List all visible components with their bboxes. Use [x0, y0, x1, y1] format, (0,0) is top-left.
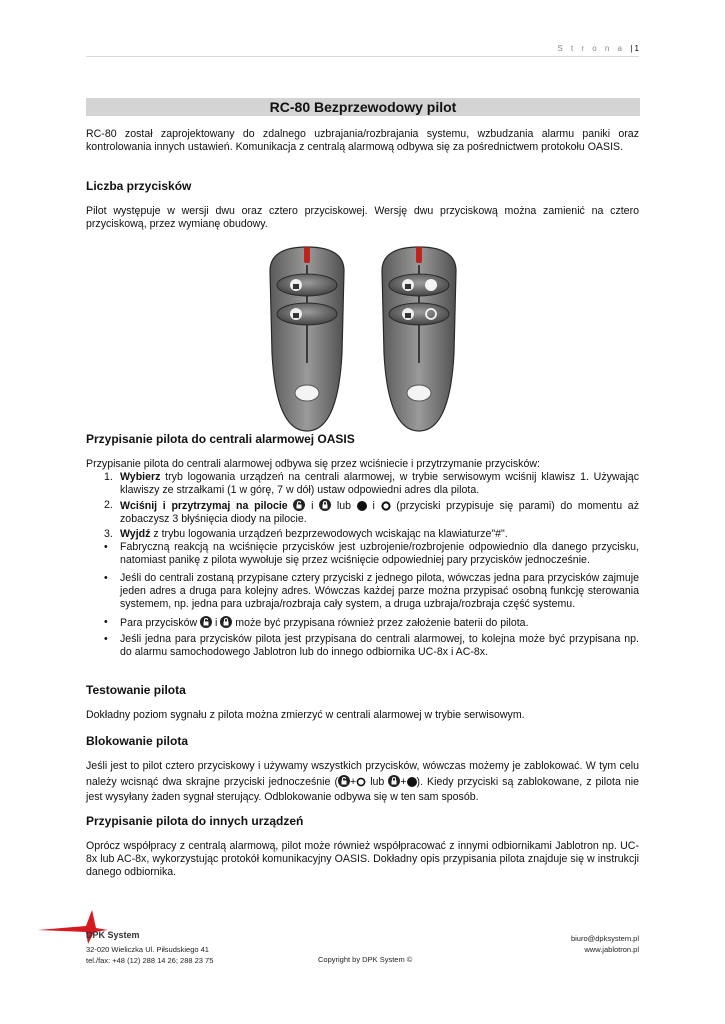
- section-heading-testing: Testowanie pilota: [86, 683, 186, 697]
- bullet-text: Fabryczną reakcją na wciśnięcie przycisków jest uzbrojenie/rozbrojenie odpowiednio dla danego przycisku, natomiast panikę z pilota wywołuje się przez wciśnięcie odpowiedniej pary przycisków jednocześnie.: [120, 541, 639, 566]
- step-text: (przyciski przypisuje się parami) do momentu aż zobaczysz 3 błyśnięcia diody na pilocie.: [120, 500, 639, 525]
- word-and: i: [212, 617, 218, 629]
- remote-controls-illustration: [262, 243, 472, 433]
- bullet-text: Para przycisków: [120, 617, 201, 629]
- step-text: z trybu logowania urządzeń bezprzewodowych wciskając na klawiaturze"#".: [150, 528, 508, 540]
- word-or: lub: [366, 775, 389, 788]
- word-and: i: [305, 500, 314, 512]
- section-text-other-devices: Oprócz współpracy z centralą alarmową, pilot może również współpracować z innymi odbiornikami Jablotron np. UC-8x lub AC-8x, wykorzystując protokół komunikacyjny OASIS. Dokładny opis przypisania pilota znajduje się w instrukcji danego odbiornika.: [86, 840, 639, 878]
- unlock-icon: [338, 775, 350, 787]
- word-or: lub: [331, 500, 357, 512]
- header-divider: [86, 56, 639, 57]
- intro-paragraph: RC-80 został zaprojektowany do zdalnego uzbrajania/rozbrajania systemu, wzbudzania alarmu paniki oraz kontrolowania innych ustawień. Komunikacja z centralą alarmową odbywa się za pośrednictwem protokołu OASIS.: [86, 128, 639, 153]
- bullet-text: Jeśli jedna para przycisków pilota jest przypisana do centrali alarmowej, to kolejna może być przypisana np. do alarmu samochodowego Jablotron lub do innego odbiornika UC-8x i AC-8x.: [120, 633, 639, 658]
- email-link[interactable]: biuro@dpksystem.pl: [570, 934, 639, 943]
- footer-copyright: Copyright by DPK System ©: [318, 955, 413, 964]
- remote-four-button: [382, 247, 456, 431]
- phone-line: tel./fax: +48 (12) 288 14 26; 288 23 75: [86, 956, 214, 965]
- bullet: •: [104, 541, 108, 553]
- led-indicator: [416, 247, 422, 263]
- page-number: S t r o n a | 1: [557, 44, 639, 53]
- step-verb: Wybierz: [120, 471, 161, 483]
- section-heading-buttons: Liczba przycisków: [86, 179, 192, 193]
- lock-icon: [319, 499, 331, 511]
- section-heading-other-devices: Przypisanie pilota do innych urządzeń: [86, 814, 304, 828]
- assign-lead: Przypisanie pilota do centrali alarmowej odbywa się przez wciśniecie i przytrzymanie przycisków:: [86, 458, 540, 470]
- section-heading-blocking: Blokowanie pilota: [86, 734, 189, 748]
- list-item: [86, 471, 639, 497]
- plus-sign: +: [349, 775, 357, 788]
- blocking-text: Jeśli jest to pilot cztero przyciskowy i używamy wszystkich przycisków, wówczas możemy je zablokować. W tym celu należy wcisnąć dwa skrajne przyciski jednocześnie (: [86, 760, 639, 788]
- filled-circle-icon: [357, 501, 367, 511]
- page-title: RC-80 Bezprzewodowy pilot: [86, 98, 640, 116]
- list-item: [86, 528, 639, 541]
- list-item: [86, 616, 639, 630]
- website-link[interactable]: www.jablotron.pl: [584, 945, 639, 954]
- unlock-icon: [293, 499, 305, 511]
- bullet-text: Jeśli do centrali zostaną przypisane cztery przyciski z jednego pilota, wówczas jedna para przycisków zajmuje jeden adres a druga para kolejny adres. Wówczas każdej parze można przypisać osobną funkcję sterowania systemem, np. jedna para uzbraja/rozbraja cały system, a druga uzbraja/rozbraja część systemu.: [120, 572, 639, 610]
- footer-contact: [571, 933, 639, 955]
- list-item: [86, 541, 639, 567]
- section-text-blocking: [86, 759, 639, 806]
- lock-icon: [388, 775, 400, 787]
- lock-icon: [220, 616, 232, 628]
- list-item: [86, 633, 639, 659]
- led-indicator: [304, 247, 310, 263]
- step-number: 2.: [104, 499, 113, 511]
- bullet: •: [104, 633, 108, 645]
- bullet: •: [104, 572, 108, 584]
- step-number: 1.: [104, 471, 113, 483]
- section-text-testing: Dokładny poziom sygnału z pilota można zmierzyć w centrali alarmowej w trybie serwisowym.: [86, 709, 525, 721]
- footer-address: [86, 944, 213, 966]
- step-number: 3.: [104, 528, 113, 540]
- page-num: 1: [634, 44, 639, 53]
- footer-brand: DPK System: [86, 930, 140, 940]
- page-word: S t r o n a: [557, 44, 625, 53]
- section-heading-assign-oasis: Przypisanie pilota do centrali alarmowej OASIS: [86, 432, 355, 446]
- filled-circle-icon: [407, 777, 417, 787]
- step-text: tryb logowania urządzeń na centrali alarmowej, w trybie serwisowym wciśnij klawisz 1. Używając klawiszy ze strzałkami (1 w górę, 7 w dół) ustaw odpowiedni adres dla pilota.: [120, 471, 639, 496]
- blocking-text: ). Kiedy przyciski są zablokowane, z pilota nie jest wysyłany żaden sygnał sterujący. Odblokowanie odbywa się w ten sam sposób.: [86, 775, 639, 803]
- remote-two-button: [270, 247, 344, 431]
- unlock-icon: [200, 616, 212, 628]
- hollow-circle-icon: [381, 501, 391, 511]
- list-item: [86, 572, 639, 611]
- assign-steps-list: [86, 471, 639, 659]
- list-item: [86, 499, 639, 526]
- address-line: 32-020 Wieliczka Ul. Piłsudskiego 41: [86, 945, 209, 954]
- step-verb: Wciśnij i przytrzymaj na pilocie: [120, 500, 288, 512]
- bullet: •: [104, 616, 108, 628]
- bullet-text: może być przypisana również przez założenie baterii do pilota.: [232, 617, 529, 629]
- hollow-circle-icon: [356, 777, 366, 787]
- plus-sign: +: [400, 775, 407, 788]
- word-and: i: [366, 500, 381, 512]
- section-text-buttons: Pilot występuje w wersji dwu oraz cztero przyciskowej. Wersję dwu przyciskową można zamienić na cztero przyciskową, przez wymianę obudowy.: [86, 205, 639, 230]
- step-verb: Wyjdź: [120, 528, 151, 540]
